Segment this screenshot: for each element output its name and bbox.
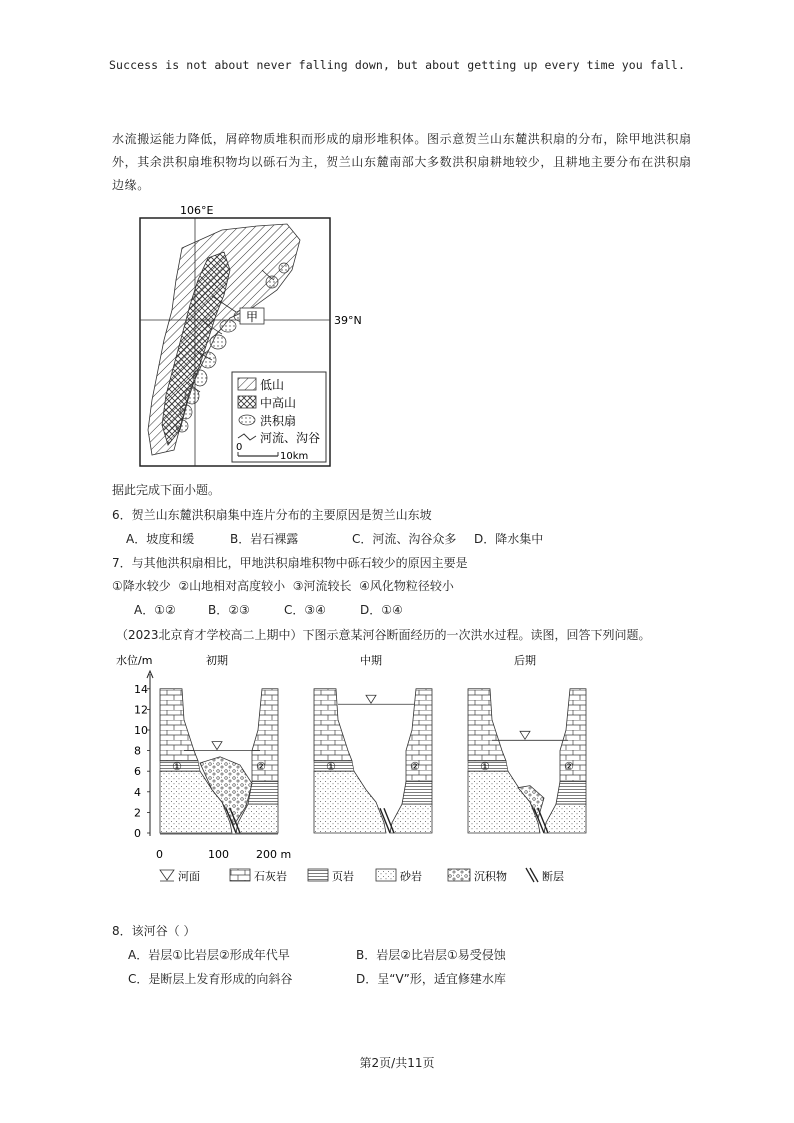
legend-sediment-label: 沉积物 [474, 870, 507, 883]
q8-option-a[interactable]: A．岩层①比岩层②形成年代早 [128, 948, 290, 962]
legend-shale-swatch [308, 869, 328, 881]
legend-mid-high-mountain-label: 中高山 [260, 396, 297, 410]
valley-panel [468, 653, 586, 833]
y-tick-label: 6 [134, 765, 141, 779]
shale-right [248, 782, 278, 805]
q8-option-c[interactable]: C．是断层上发育形成的向斜谷 [128, 972, 293, 986]
valley-panel [160, 653, 278, 834]
sandstone-right [390, 804, 432, 833]
q7-option-c[interactable]: C．③④ [284, 603, 326, 617]
q7-option-b[interactable]: B．②③ [208, 603, 250, 617]
legend-water-surface-icon [160, 870, 174, 880]
page-number: 第2页/共11页 [359, 1056, 435, 1070]
panel-title: 后期 [514, 654, 536, 667]
legend-sandstone-swatch [376, 869, 396, 881]
q8-stem: 8．该河谷（ ） [112, 924, 196, 938]
q7-stem: 7．与其他洪积扇相比，甲地洪积扇堆积物中砾石较少的原因主要是 [112, 556, 468, 570]
layer-2-label: ② [564, 760, 574, 774]
y-tick-label: 0 [134, 827, 141, 840]
layer-2-label: ② [256, 760, 266, 774]
limestone-left [314, 689, 352, 761]
y-tick-label: 10 [134, 724, 148, 737]
legend-shale-label: 页岩 [332, 870, 354, 883]
scale-start: 0 [236, 442, 243, 453]
y-axis-label: 水位/m [116, 654, 153, 667]
water-surface-marker [366, 695, 376, 703]
shale-right [556, 782, 586, 805]
y-tick-label: 4 [134, 785, 141, 799]
x-tick-100: 100 [208, 848, 229, 861]
sandstone-right [544, 804, 586, 833]
y-tick-label: 2 [134, 806, 141, 820]
q7-items: ①降水较少 ②山地相对高度较小 ③河流较长 ④风化物粒径较小 [112, 579, 454, 593]
prompt-text: 据此完成下面小题。 [112, 483, 221, 497]
latitude-label: 39°N [334, 314, 362, 327]
longitude-label: 106°E [180, 204, 214, 217]
layer-1-label: ① [172, 760, 182, 774]
scale-end: 10km [280, 451, 309, 462]
x-axis-ticks [156, 848, 291, 861]
q7-option-a[interactable]: A．①② [134, 603, 176, 617]
q8-option-d[interactable]: D．呈“V”形，适宜修建水库 [356, 972, 506, 986]
y-tick-label: 8 [134, 744, 141, 758]
shale-right [402, 782, 432, 805]
legend-limestone-swatch [230, 869, 250, 881]
layer-1-label: ① [326, 760, 336, 774]
valley-panel [314, 653, 432, 833]
page-motto: Success is not about never falling down, but about getting up every time you fall. [109, 58, 685, 72]
legend-limestone-label: 石灰岩 [254, 870, 287, 883]
legend-mid-high-mountain-swatch [238, 396, 256, 408]
legend-fault-icon [526, 868, 538, 882]
q6-option-b[interactable]: B．岩石裸露 [230, 532, 299, 546]
y-axis-ticks [134, 683, 150, 840]
legend-river-label: 河流、沟谷 [260, 431, 321, 445]
q6-stem: 6．贺兰山东麓洪积扇集中连片分布的主要原因是贺兰山东坡 [112, 508, 432, 522]
valley-panels [160, 653, 586, 834]
valley-legend [160, 868, 564, 883]
intro-paragraph: 水流搬运能力降低，屑碎物质堆积而形成的扇形堆积体。图示意贺兰山东麓洪积扇的分布，除甲地洪积扇外，其余洪积扇堆积物均以砾石为主，贺兰山东麓南部大多数洪积扇耕地较少，且耕地主要分布在洪积扇边缘。 [112, 132, 692, 192]
q7-option-d[interactable]: D．①④ [360, 603, 403, 617]
legend-low-mountain-swatch [238, 378, 256, 390]
q8-intro: （2023北京育才学校高二上期中）下图示意某河谷断面经历的一次洪水过程。读图，回答下列问题。 [116, 628, 651, 642]
water-surface-marker [212, 742, 222, 750]
q6-option-d[interactable]: D．降水集中 [474, 532, 544, 546]
q6-option-a[interactable]: A．坡度和缓 [126, 532, 195, 546]
q8-option-b[interactable]: B．岩层②比岩层①易受侵蚀 [356, 948, 506, 962]
legend-alluvial-fan-label: 洪积扇 [260, 414, 297, 428]
sandstone-left [314, 771, 386, 833]
y-tick-label: 14 [134, 682, 148, 696]
legend-alluvial-fan-swatch [239, 415, 255, 425]
q7-options [134, 601, 403, 618]
legend-fault-label: 断层 [542, 870, 564, 883]
limestone-left [468, 689, 506, 761]
legend-water-surface-label: 河面 [178, 870, 200, 883]
valley-cross-section-figure [112, 650, 592, 890]
layer-2-label: ② [410, 760, 420, 774]
panel-title: 初期 [206, 654, 228, 667]
panel-title: 中期 [360, 654, 382, 667]
x-tick-0: 0 [156, 848, 163, 861]
legend-sandstone-label: 砂岩 [400, 870, 422, 883]
q6-option-c[interactable]: C．河流、沟谷众多 [352, 532, 457, 546]
water-surface-marker [520, 731, 530, 739]
sandstone-left [468, 771, 540, 833]
limestone-left [160, 689, 198, 761]
y-tick-label: 12 [134, 703, 148, 717]
helan-mountain-map [112, 200, 362, 472]
legend-sediment-swatch [448, 869, 470, 881]
legend-low-mountain-label: 低山 [260, 378, 285, 392]
jia-label: 甲 [246, 310, 259, 324]
q6-options [126, 530, 543, 547]
layer-1-label: ① [480, 760, 490, 774]
x-tick-200: 200 m [256, 848, 292, 861]
